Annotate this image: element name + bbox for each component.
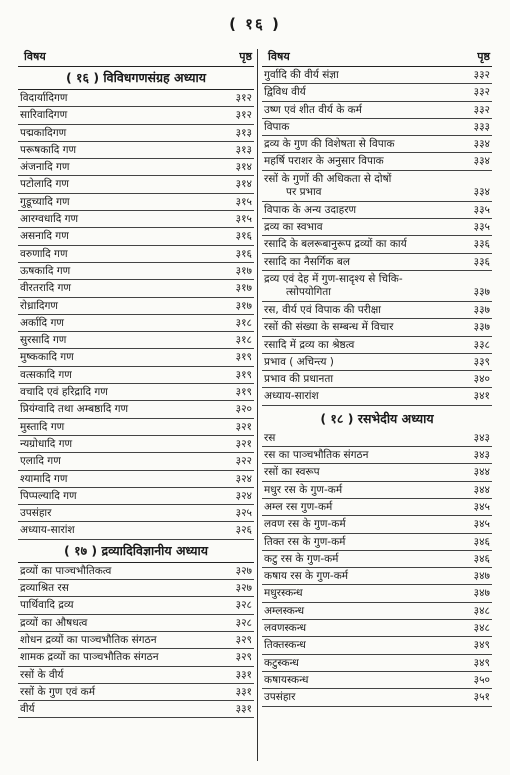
entry-title: मधुरस्कन्ध (264, 587, 303, 600)
entry-title: उपसंहार (20, 507, 52, 520)
entry-title: अध्याय-सारांश (20, 524, 75, 537)
toc-entry (18, 597, 254, 614)
entry-page: ३३६ (473, 255, 490, 268)
entry-title: अम्ल रस गुण-कर्म (264, 500, 333, 513)
entry-page: ३२१ (235, 437, 252, 450)
entry-title: तिक्तस्कन्ध (264, 639, 306, 652)
entry-title: रसों का स्वरूप (264, 466, 320, 479)
toc-entry (262, 319, 492, 336)
entry-title: वीरतरादि गण (20, 282, 71, 295)
toc-entry (262, 447, 492, 464)
entry-title: वत्सकादि गण (20, 368, 72, 381)
toc-entry (18, 246, 254, 263)
entry-title: पार्थिवादि द्रव्य (20, 599, 74, 612)
entry-title: विदार्यादिगण (20, 92, 68, 104)
entry-title: अध्याय-सारांश (264, 390, 319, 403)
entry-title: रसों के वीर्य (20, 668, 64, 681)
toc-entry (18, 684, 254, 701)
entry-page: ३३४ (473, 138, 490, 151)
entry-page: ३१३ (235, 143, 252, 156)
entry-page: ३१५ (235, 195, 252, 208)
page-heading: पृष्ठ (239, 50, 252, 63)
entry-title: कटु रस के गुण-कर्म (264, 552, 339, 565)
toc-entry (262, 102, 492, 119)
entry-page: ३१२ (235, 109, 252, 122)
entry-page: ३२८ (235, 616, 252, 629)
entry-title: पिप्पल्यादि गण (20, 489, 77, 502)
entry-page: ३५० (473, 673, 490, 686)
toc-entry (262, 67, 492, 84)
entry-page: ३३८ (473, 338, 490, 351)
entry-title: रसादि के बलरूबानुरूप द्रव्यों का कार्य (264, 238, 407, 251)
entry-title: रोध्रादिगण (20, 299, 58, 312)
entry-title: गुर्वादि की वीर्य संज्ञा (264, 69, 339, 81)
entry-page: ३२० (235, 403, 252, 416)
entry-title: ऊषकादि गण (20, 264, 71, 277)
toc-entry (262, 655, 492, 672)
entry-title: अम्लस्कन्ध (264, 604, 305, 617)
entry-title: न्यग्रोधादि गण (20, 437, 73, 450)
toc-entry (262, 84, 492, 101)
toc-entry (262, 202, 492, 219)
chapter-heading-16: ( १६ ) विविधगणसंग्रह अध्याय (18, 67, 254, 90)
toc-entry (18, 384, 254, 401)
chapter-18-entries (262, 430, 492, 707)
entry-title: प्रभाव की प्रधानता (264, 373, 334, 386)
entry-page: ३२१ (235, 420, 252, 433)
toc-entry (18, 298, 254, 315)
entry-page: ३३१ (235, 668, 252, 681)
entry-title: तिक्त रस के गुण-कर्म (264, 535, 346, 548)
entry-title: द्रव्य एवं देह में गुण-सादृश्य से चिकि- त्सोपयोगिता (264, 272, 403, 298)
toc-entry (18, 142, 254, 159)
entry-page: ३४५ (473, 500, 490, 513)
entry-page: ३२४ (235, 489, 252, 502)
toc-entry (262, 388, 492, 405)
entry-page: ३४४ (473, 466, 490, 479)
entry-title: शामक द्रव्यों का पाञ्चभौतिक संगठन (20, 651, 159, 664)
entry-page: ३४९ (473, 656, 490, 669)
entry-page: ३१७ (235, 264, 252, 277)
entry-page: ३३१ (235, 685, 252, 698)
entry-title: कटुस्कन्ध (264, 656, 299, 669)
entry-page: ३४३ (473, 449, 490, 462)
entry-page: ३३९ (473, 355, 490, 368)
toc-entry (262, 337, 492, 354)
toc-entry (262, 672, 492, 689)
entry-page: ३४४ (473, 483, 490, 496)
chapter-16-entries (18, 90, 254, 540)
entry-page: ३३२ (473, 86, 490, 99)
subject-heading: विषय (24, 50, 46, 63)
entry-title: विपाक के अन्य उदाहरण (264, 203, 357, 216)
entry-page: ३३४ (473, 185, 490, 198)
toc-entry (18, 632, 254, 649)
entry-title: रस (264, 431, 276, 444)
entry-title: द्रव्याश्रित रस (20, 582, 69, 595)
toc-entry (18, 522, 254, 539)
chapter-17-entries (18, 563, 254, 719)
entry-title: अंजनादि गण (20, 161, 70, 174)
entry-page: ३२८ (235, 599, 252, 612)
toc-entry (18, 125, 254, 142)
entry-page: ३४७ (473, 587, 490, 600)
toc-entry (262, 371, 492, 388)
chapter-heading-17: ( १७ ) द्रव्यादिविज्ञानीय अध्याय (18, 540, 254, 563)
right-column (262, 49, 492, 707)
entry-title: पद्मकादिगण (20, 126, 67, 139)
entry-title: रसों के गुण एवं कर्म (20, 685, 96, 698)
toc-entry (18, 228, 254, 245)
page-number: ( १६ ) (229, 15, 281, 33)
entry-page: ३१७ (235, 299, 252, 312)
entry-title: श्यामादि गण (20, 472, 68, 485)
entry-title: असनादि गण (20, 230, 69, 243)
entry-page: ३१३ (235, 126, 252, 139)
toc-entry (262, 464, 492, 481)
toc-entry (18, 401, 254, 418)
toc-entry (18, 176, 254, 193)
entry-page: ३२७ (235, 582, 252, 595)
toc-entry (262, 534, 492, 551)
toc-entry (18, 419, 254, 436)
entry-page: ३३२ (473, 103, 490, 116)
entry-page: ३४९ (473, 639, 490, 652)
entry-page: ३३७ (473, 321, 490, 334)
toc-entry (262, 585, 492, 602)
entry-page: ३१९ (235, 351, 252, 364)
entry-title: द्रव्य का स्वभाव (264, 221, 323, 234)
toc-entry (18, 211, 254, 228)
entry-page: ३३५ (473, 203, 490, 216)
toc-entry (262, 568, 492, 585)
entry-page: ३१४ (235, 178, 252, 191)
column-divider (257, 49, 258, 761)
toc-entry (262, 236, 492, 253)
toc-entry (262, 219, 492, 236)
entry-page: ३४६ (473, 535, 490, 548)
entry-title: लवणस्कन्ध (264, 622, 307, 635)
entry-title: लवण रस के गुण-कर्म (264, 518, 346, 531)
toc-entry (262, 689, 492, 706)
toc-entry (262, 603, 492, 620)
entry-title: रस, वीर्य एवं विपाक की परीक्षा (264, 303, 382, 316)
toc-entry (262, 620, 492, 637)
left-header (18, 49, 254, 67)
chapter-17-continued-entries (262, 67, 492, 406)
entry-title: रसादि का नैसर्गिक बल (264, 255, 350, 268)
toc-entry (18, 107, 254, 124)
entry-page: ३१४ (235, 161, 252, 174)
entry-page: ३२४ (235, 472, 252, 485)
entry-title: वीर्य (20, 703, 35, 716)
entry-page: ३३७ (473, 285, 490, 298)
toc-entry (262, 482, 492, 499)
toc-entry (262, 516, 492, 533)
entry-title: एलादि गण (20, 455, 61, 468)
toc-entry (262, 153, 492, 170)
entry-page: ३१७ (235, 282, 252, 295)
toc-entry (262, 171, 492, 202)
entry-page: ३३७ (473, 303, 490, 316)
toc-entry (18, 280, 254, 297)
toc-entry (262, 354, 492, 371)
entry-page: ३१९ (235, 386, 252, 399)
toc-entry (262, 551, 492, 568)
entry-page: ३४० (473, 373, 490, 386)
entry-title: रस का पाञ्चभौतिक संगठन (264, 449, 369, 462)
entry-title: द्रव्य के गुण की विशेषता से विपाक (264, 138, 395, 151)
entry-title: गुडूच्यादि गण (20, 195, 70, 208)
entry-page: ३३४ (473, 155, 490, 168)
toc-entry (262, 271, 492, 302)
toc-entry (18, 701, 254, 718)
subject-heading: विषय (268, 50, 290, 63)
toc-entry (262, 499, 492, 516)
entry-page: ३४७ (473, 570, 490, 583)
toc-entry (18, 436, 254, 453)
entry-page: ३३६ (473, 238, 490, 251)
entry-page: ३२९ (235, 651, 252, 664)
entry-title: द्विविध वीर्य (264, 86, 306, 99)
toc-entry (18, 367, 254, 384)
entry-title: प्रियंग्वादि तथा अम्बष्ठादि गण (20, 403, 129, 416)
toc-entry (18, 563, 254, 580)
entry-title: उष्ण एवं शीत वीर्य के कर्म (264, 103, 362, 116)
entry-page: ३४८ (473, 604, 490, 617)
entry-page: ३१६ (235, 247, 252, 260)
entry-page: ३३२ (473, 69, 490, 81)
toc-entry (18, 615, 254, 632)
entry-page: ३१६ (235, 230, 252, 243)
entry-title: द्रव्यों का औषधत्व (20, 616, 88, 629)
entry-page: ३१८ (235, 316, 252, 329)
entry-page: ३३१ (235, 703, 252, 716)
entry-page: ३१२ (235, 92, 252, 104)
entry-title: सारिवादिगण (20, 109, 68, 122)
toc-entry (18, 315, 254, 332)
toc-entry (18, 505, 254, 522)
entry-title: प्रभाव ( अचिन्त्य ) (264, 355, 334, 368)
toc-entry (262, 302, 492, 319)
toc-entry (18, 263, 254, 280)
entry-page: ३२२ (235, 455, 252, 468)
entry-page: ३४८ (473, 622, 490, 635)
toc-entry (262, 119, 492, 136)
toc-entry (262, 637, 492, 654)
entry-page: ३३३ (473, 120, 490, 133)
entry-page: ३४३ (473, 431, 490, 444)
toc-entry (18, 667, 254, 684)
toc-entry (18, 159, 254, 176)
entry-title: परूषकादि गण (20, 143, 77, 156)
toc-entry (262, 136, 492, 153)
entry-title: शोधन द्रव्यों का पाञ्चभौतिक संगठन (20, 633, 157, 646)
toc-entry (18, 90, 254, 107)
entry-page: ३१८ (235, 334, 252, 347)
entry-page: ३५१ (473, 691, 490, 704)
toc-entry (18, 332, 254, 349)
entry-title: वरुणादि गण (20, 247, 68, 260)
toc-entry (262, 254, 492, 271)
entry-page: ३२९ (235, 633, 252, 646)
entry-title: द्रव्यों का पाञ्चभौतिकत्व (20, 564, 112, 577)
toc-entry (18, 649, 254, 666)
entry-title: उपसंहार (264, 691, 296, 704)
entry-page: ३१९ (235, 368, 252, 381)
toc-entry (18, 580, 254, 597)
toc-entry (18, 471, 254, 488)
right-header (262, 49, 492, 67)
entry-page: ३३५ (473, 221, 490, 234)
entry-title: रसादि में द्रव्य का श्रेष्ठत्व (264, 338, 355, 351)
entry-page: ३४१ (473, 390, 490, 403)
left-column (18, 49, 254, 718)
entry-title: कषाय रस के गुण-कर्म (264, 570, 349, 583)
entry-title: महर्षि पराशर के अनुसार विपाक (264, 155, 384, 168)
toc-entry (18, 453, 254, 470)
toc-entry (18, 194, 254, 211)
entry-page: ३१५ (235, 213, 252, 226)
entry-title: पटोलादि गण (20, 178, 69, 191)
chapter-heading-18: ( १८ ) रसभेदीय अध्याय (320, 410, 434, 426)
entry-title: मुष्ककादि गण (20, 351, 74, 364)
entry-page: ३४५ (473, 518, 490, 531)
entry-title: अर्कादि गण (20, 316, 64, 329)
toc-entry (18, 488, 254, 505)
entry-page: ३२५ (235, 507, 252, 520)
entry-title: सुरसादि गण (20, 334, 67, 347)
entry-title: कषायस्कन्ध (264, 673, 309, 686)
toc-entry (18, 349, 254, 366)
entry-title: मुस्तादि गण (20, 420, 65, 433)
entry-title: रसों के गुणों की अधिकता से दोषों पर प्रभाव (264, 172, 392, 198)
entry-page: ३२६ (235, 524, 252, 537)
toc-entry (262, 430, 492, 447)
entry-title: रसों की संख्या के सम्बन्ध में विचार (264, 321, 394, 334)
entry-title: मधुर रस के गुण-कर्म (264, 483, 343, 496)
page-heading: पृष्ठ (477, 50, 490, 63)
entry-title: वचादि एवं हरिद्रादि गण (20, 386, 108, 399)
entry-page: ३४६ (473, 552, 490, 565)
entry-title: आरग्वधादि गण (20, 213, 79, 226)
entry-title: विपाक (264, 120, 290, 133)
entry-page: ३२७ (235, 564, 252, 577)
